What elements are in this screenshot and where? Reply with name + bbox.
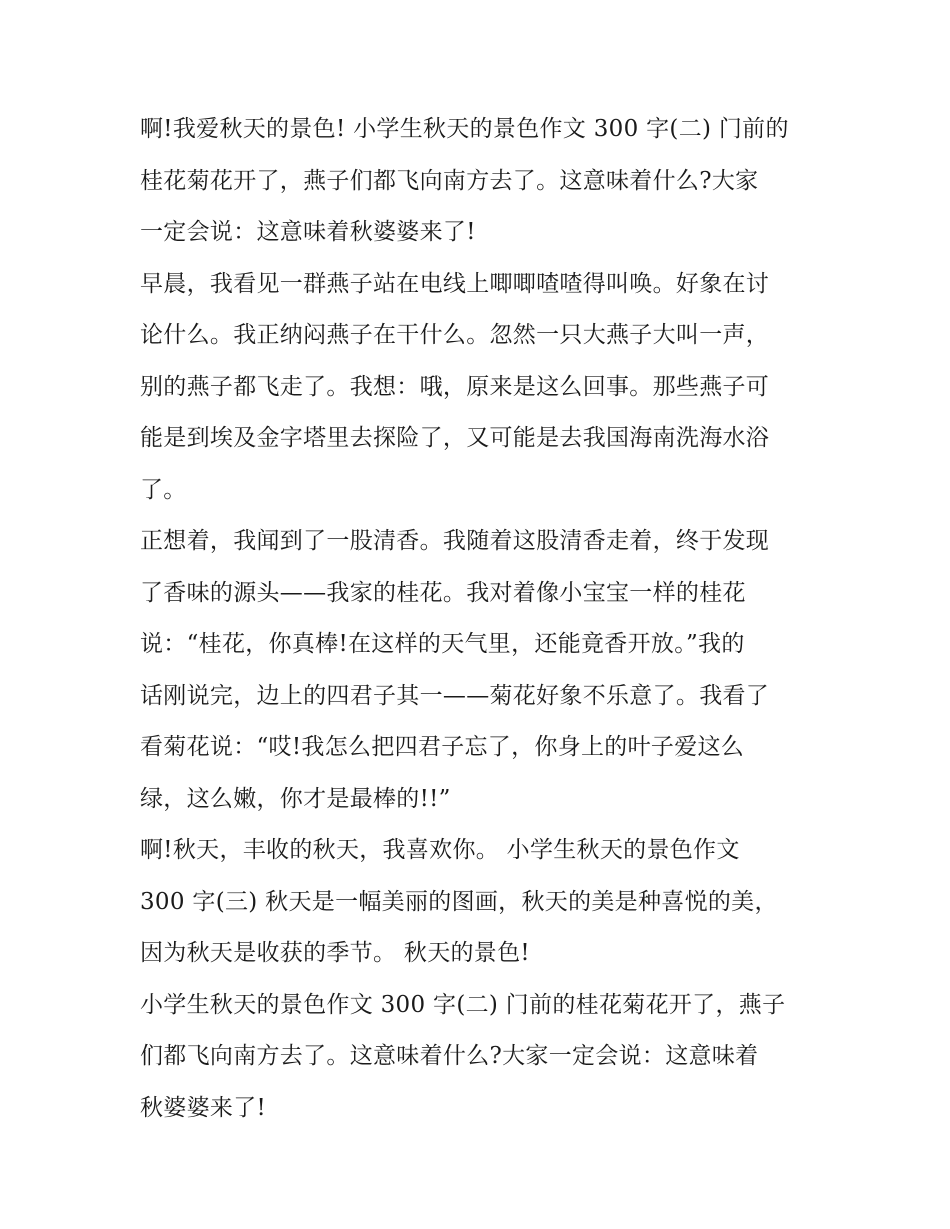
text-line: 300 字(三) 秋天是一幅美丽的图画，秋天的美是种喜悦的美， [140,888,778,915]
text-line: 绿，这么嫩，你才是最棒的!!” [140,785,451,812]
text-line: 别的燕子都飞走了。我想：哦，原来是这么回事。那些燕子可 [140,373,770,400]
text-line: 啊!秋天，丰收的秋天，我喜欢你。 小学生秋天的景色作文 [140,837,740,863]
text-line: 们都飞向南方去了。这意味着什么?大家一定会说：这意味着 [140,1043,759,1069]
text-line: 早晨，我看见一群燕子站在电线上唧唧喳喳得叫唤。好象在讨 [140,270,770,297]
text-line: 啊!我爱秋天的景色! 小学生秋天的景色作文 300 字(二) 门前的 [140,116,789,142]
text-line: 论什么。我正纳闷燕子在干什么。忽然一只大燕子大叫一声， [140,322,770,348]
text-line: 一定会说：这意味着秋婆婆来了! [140,219,476,245]
text-line: 秋婆婆来了! [140,1094,267,1121]
text-line: 了。 [140,476,187,503]
document-body [140,104,820,1134]
text-line: 小学生秋天的景色作文 300 字(二) 门前的桂花菊花开了，燕子 [140,991,786,1018]
text-line: 说：“桂花，你真棒!在这样的天气里，还能竟香开放。”我的 [140,631,745,657]
text-line: 了香味的源头——我家的桂花。我对着像小宝宝一样的桂花 [140,579,746,606]
text-line: 能是到埃及金字塔里去探险了，又可能是去我国海南洗海水浴 [140,425,770,451]
text-line: 因为秋天是收获的季节。 秋天的景色! [140,940,530,966]
text-line: 桂花菊花开了，燕子们都飞向南方去了。这意味着什么?大家 [140,167,759,194]
text-line: 看菊花说：“哎!我怎么把四君子忘了，你身上的叶子爱这么 [140,734,745,760]
text-line: 话刚说完，边上的四君子其一——菊花好象不乐意了。我看了 [140,682,770,709]
text-line: 正想着，我闻到了一股清香。我随着这股清香走着，终于发现 [140,528,770,554]
